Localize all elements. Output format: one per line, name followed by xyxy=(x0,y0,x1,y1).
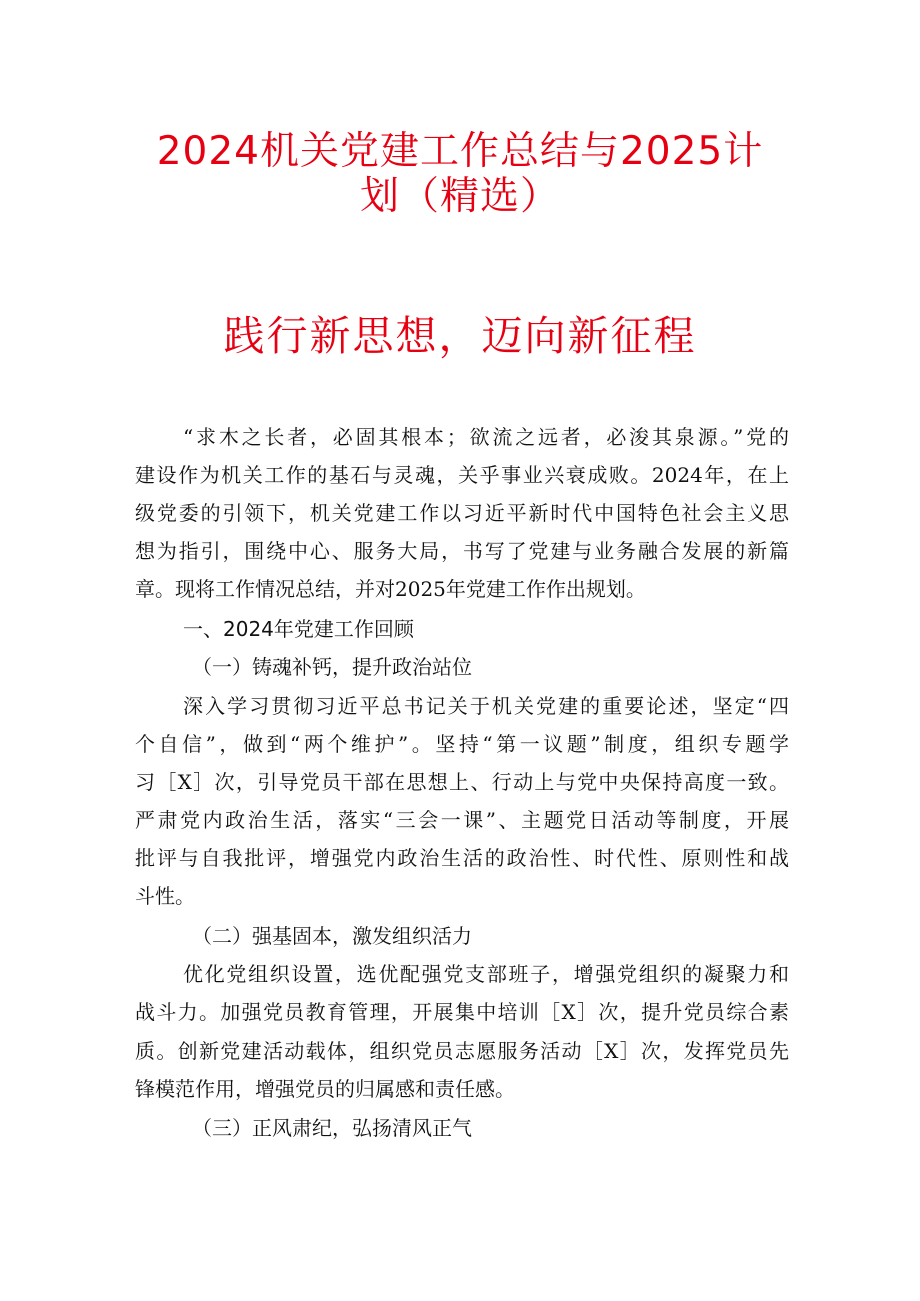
body-line: 深入学习贯彻习近平总书记关于机关党建的重要论述，坚定“四 xyxy=(183,694,789,718)
body-line: 战斗力。加强党员教育管理，开展集中培训［X］次，提升党员综合素 xyxy=(135,1000,789,1024)
subsection-heading: （二）强基固本，激发组织活力 xyxy=(192,924,472,948)
intro-line: 建设作为机关工作的基石与灵魂，关乎事业兴衰成败。2024年，在上 xyxy=(135,463,789,487)
body-line: 斗性。 xyxy=(135,884,195,908)
intro-line: 级党委的引领下，机关党建工作以习近平新时代中国特色社会主义思 xyxy=(135,501,789,525)
body-line: 锋模范作用，增强党员的归属感和责任感。 xyxy=(135,1077,515,1101)
intro-line: 想为指引，围绕中心、服务大局，书写了党建与业务融合发展的新篇 xyxy=(135,539,789,563)
document-title-line-1: 2024机关党建工作总结与2025计 xyxy=(156,129,764,174)
body-line: 批评与自我批评，增强党内政治生活的政治性、时代性、原则性和战 xyxy=(135,846,789,870)
document-title-line-2: 划（精选） xyxy=(359,174,560,219)
subsection-heading: （三）正风肃纪，弘扬清风正气 xyxy=(192,1116,472,1140)
body-line: 优化党组织设置，选优配强党支部班子，增强党组织的凝聚力和 xyxy=(183,962,789,986)
body-line: 严肃党内政治生活，落实“三会一课”、主题党日活动等制度，开展 xyxy=(135,808,789,832)
document-subtitle: 践行新思想，迈向新征程 xyxy=(223,312,697,360)
body-line: 习［X］次，引导党员干部在思想上、行动上与党中央保持高度一致。 xyxy=(135,770,789,794)
intro-line: “求木之长者，必固其根本；欲流之远者，必浚其泉源。”党的 xyxy=(183,425,789,449)
body-line: 质。创新党建活动载体，组织党员志愿服务活动［X］次，发挥党员先 xyxy=(135,1039,789,1063)
section-heading: 一、2024年党建工作回顾 xyxy=(183,617,414,641)
subsection-heading: （一）铸魂补钙，提升政治站位 xyxy=(192,655,472,679)
body-line: 个自信”，做到“两个维护”。坚持“第一议题”制度，组织专题学 xyxy=(135,732,789,756)
intro-line: 章。现将工作情况总结，并对2025年党建工作作出规划。 xyxy=(135,577,646,601)
